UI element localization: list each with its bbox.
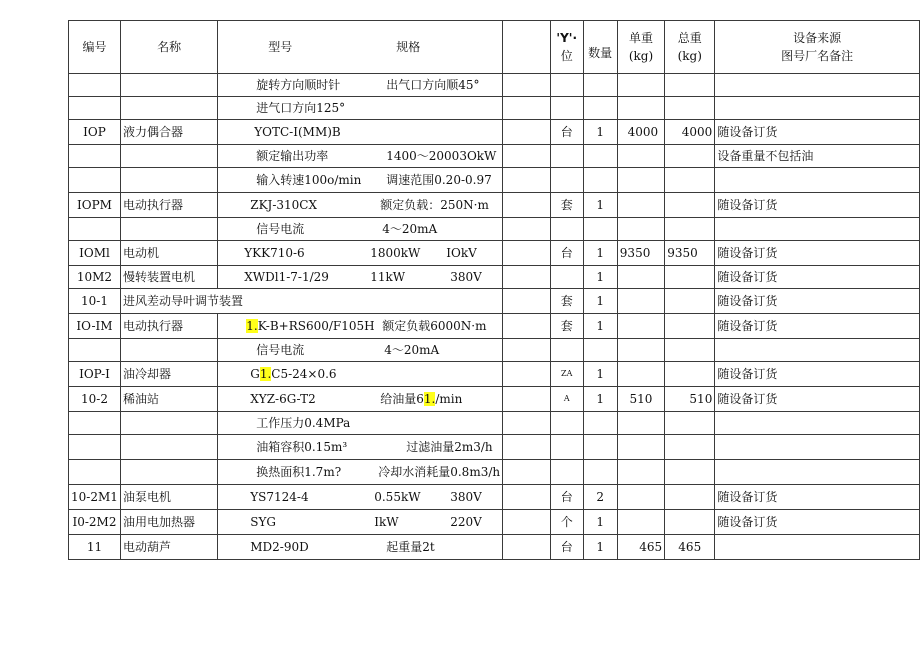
model-cell: 油箱容积0.15m³ [256,440,348,454]
spec-cell: 出气口方向顺45° [386,78,480,92]
name-cell: 电动葫芦 [120,535,217,560]
no-cell: IOMl [69,241,121,266]
qty-cell: 1 [583,266,617,289]
table-row [69,266,920,289]
name-cell: 电动执行器 [120,314,217,339]
name-cell: 进风差动导叶调节装置 [120,289,502,314]
header-total-weight: 总重 (kg) [665,21,715,74]
qty-cell: 1 [583,535,617,560]
table-row [69,314,920,339]
unit-cell: 套 [550,314,583,339]
total-weight-cell: 9350 [665,241,715,266]
source-cell: 设备重量不包括油 [715,145,920,168]
table-row [69,412,920,435]
model-cell: 1.K-B+RS600/F105H [246,319,375,333]
name-cell: 油冷却器 [120,362,217,387]
model-cell: YKK710-6 [244,246,305,260]
spec-cell: 冷却水消耗量0.8m3∕h [378,465,501,479]
spec-cell: 给油量61./min [380,392,463,406]
table-row [69,193,920,218]
model-cell: ZKJ-310CX [250,198,318,212]
qty-cell: 1 [583,289,617,314]
header-name: 名称 [120,21,217,74]
table-row [69,535,920,560]
source-cell: 随设备订货 [715,241,920,266]
source-cell: 随设备订货 [715,485,920,510]
voltage-cell: 220V [450,515,482,529]
qty-cell: 1 [583,120,617,145]
no-cell: 10-2 [69,387,121,412]
model-cell: 旋转方向顺时针 [256,78,341,92]
no-cell: 10M2 [69,266,121,289]
unit-cell: ZA [550,362,583,387]
table-row [69,339,920,362]
unit-weight-cell: 465 [617,535,664,560]
unit-cell: 台 [550,120,583,145]
model-cell: G1.C5-24×0.6 [250,367,337,381]
model-cell: 换热面积1.7m? [256,465,342,479]
table-row [69,74,920,97]
table-row [69,120,920,145]
qty-cell: 2 [583,485,617,510]
model-cell: 信号电流 [256,343,305,357]
header-model-spec [218,21,503,74]
total-weight-cell: 4000 [665,120,715,145]
no-cell: IOP-I [69,362,121,387]
spec-cell: 调速范围0.20-0.97 [386,173,492,187]
name-cell: 油泵电机 [120,485,217,510]
name-cell: 油用电加热器 [120,510,217,535]
model-cell: 信号电流 [256,222,305,236]
name-cell: 液力偶合器 [120,120,217,145]
unit-cell: A [550,387,583,412]
table-row [69,387,920,412]
table-row [69,460,920,485]
voltage-cell: IOkV [446,246,477,260]
qty-cell: 1 [583,510,617,535]
model-cell: MD2-90D [250,540,309,554]
header-model: 型号 [268,40,293,54]
power-cell: IkW [374,515,399,529]
table-row [69,218,920,241]
model-cell: SYG [250,515,276,529]
no-cell: 11 [69,535,121,560]
header-row [69,21,920,74]
name-cell: 稀油站 [120,387,217,412]
spec-cell: 4～20mA [384,343,440,357]
unit-cell: 台 [550,485,583,510]
name-cell: 慢转装置电机 [120,266,217,289]
table-row [69,510,920,535]
table-row [69,435,920,460]
spec-cell: 额定负载：250N·m [380,198,489,212]
qty-cell: 1 [583,241,617,266]
unit-cell: 台 [550,535,583,560]
model-cell: YOTC-I(MM)B [254,125,341,139]
unit-weight-cell: 4000 [617,120,664,145]
source-cell: 随设备订货 [715,266,920,289]
unit-weight-cell: 510 [617,387,664,412]
voltage-cell: 380V [450,490,482,504]
equipment-table [68,20,920,560]
unit-cell: 套 [550,289,583,314]
source-cell: 随设备订货 [715,120,920,145]
spec-cell: 4～20mA [382,222,438,236]
table-row [69,362,920,387]
model-cell: YS7124-4 [250,490,309,504]
source-cell: 随设备订货 [715,314,920,339]
no-cell: IOP [69,120,121,145]
unit-cell: 台 [550,241,583,266]
qty-cell: 1 [583,314,617,339]
source-cell: 随设备订货 [715,387,920,412]
power-cell: 0.55kW [374,490,421,504]
qty-cell: 1 [583,362,617,387]
header-qty: 数量 [583,21,617,74]
no-cell: IO-IM [69,314,121,339]
model-cell: 工作压力0.4MPa [256,416,351,430]
no-cell: IOPM [69,193,121,218]
spec-cell: 额定负载6000N·m [382,319,487,333]
table-row [69,485,920,510]
table-row [69,145,920,168]
unit-cell: 个 [550,510,583,535]
table-row [69,97,920,120]
table-row [69,168,920,193]
no-cell: 10-1 [69,289,121,314]
header-unit: 'Y'· 位 [550,21,583,74]
model-cell: XYZ-6G-T2 [250,392,316,406]
power-cell: 1800kW [370,246,421,260]
header-spec: 规格 [396,40,421,54]
unit-weight-cell: 9350 [617,241,664,266]
name-cell: 电动执行器 [120,193,217,218]
total-weight-cell: 465 [665,535,715,560]
no-cell: 10-2M1 [69,485,121,510]
no-cell: I0-2M2 [69,510,121,535]
header-no: 编号 [69,21,121,74]
voltage-cell: 380V [450,270,482,284]
model-cell: XWDl1-7-1/29 [244,270,329,284]
source-cell: 随设备订货 [715,289,920,314]
source-cell: 随设备订货 [715,362,920,387]
name-cell: 电动机 [120,241,217,266]
qty-cell: 1 [583,387,617,412]
header-source: 设备来源 图号厂名备注 [715,21,920,74]
table-row [69,241,920,266]
spec-cell: 1400～20003OkW [386,149,497,163]
source-cell: 随设备订货 [715,193,920,218]
model-cell: 额定输出功率 [256,149,329,163]
source-cell: 随设备订货 [715,510,920,535]
model-cell: 进气口方向125° [256,101,346,115]
spec-cell: 起重量2t [386,540,435,554]
header-unit-weight: 单重 (kg) [617,21,664,74]
unit-cell: 套 [550,193,583,218]
spec-cell: 过滤油量2m3∕h [406,440,493,454]
qty-cell: 1 [583,193,617,218]
table-row [69,289,920,314]
total-weight-cell: 510 [665,387,715,412]
power-cell: 11kW [370,270,406,284]
model-cell: 输入转速100o∕min [256,173,362,187]
